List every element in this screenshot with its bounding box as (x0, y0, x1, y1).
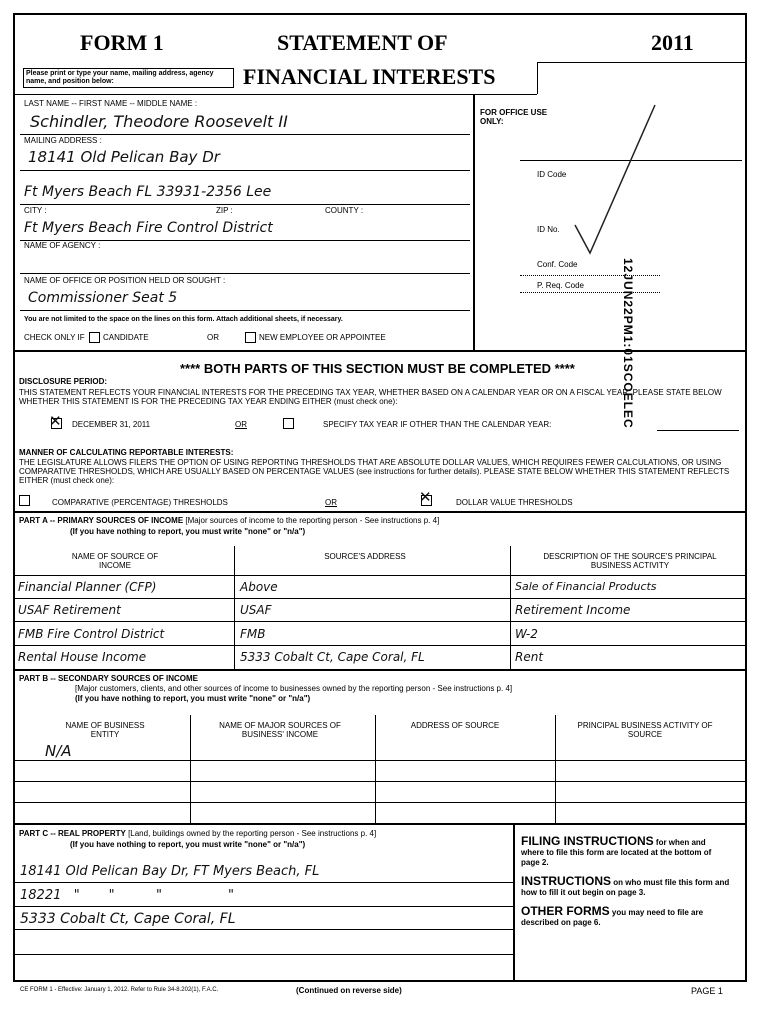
filing-block-3 (521, 906, 731, 928)
rule (13, 598, 747, 599)
part-c-row: 18141 Old Pelican Bay Dr, FT Myers Beach, FL (20, 864, 320, 879)
office-value: Commissioner Seat 5 (28, 290, 178, 306)
filing-h2: INSTRUCTIONS (521, 874, 611, 888)
part-a-row-desc: W-2 (515, 627, 538, 641)
part-a-row-address: USAF (240, 603, 272, 617)
rule (513, 823, 515, 982)
rule (20, 134, 470, 135)
received-stamp: 12JUN22PM1:01SCOELEC (621, 258, 635, 429)
part-c-title: PART C -- REAL PROPERTY (19, 829, 126, 838)
dec31-label: DECEMBER 31, 2011 (72, 420, 151, 429)
disclosure-title: DISCLOSURE PERIOD: (19, 377, 108, 386)
rule (20, 170, 470, 171)
rule (13, 575, 747, 576)
part-a-col3: DESCRIPTION OF THE SOURCE'S PRINCIPAL BUSINESS ACTIVITY (543, 552, 717, 570)
part-a-subtitle: [Major sources of income to the reporting person - See instructions p. 4] (185, 516, 440, 525)
part-b-col3: ADDRESS OF SOURCE (410, 721, 500, 730)
part-a-header (19, 516, 439, 525)
rule (13, 929, 513, 930)
rule (473, 94, 475, 350)
form-year: 2011 (651, 30, 694, 55)
comparative-checkbox[interactable] (19, 495, 30, 506)
rule (13, 802, 747, 803)
rule (20, 204, 470, 205)
footer-center: (Continued on reverse side) (296, 986, 402, 995)
rule (555, 715, 556, 823)
name-value: Schindler, Theodore Roosevelt II (30, 112, 288, 131)
new-employee-label: NEW EMPLOYEE OR APPOINTEE (259, 333, 386, 342)
rule (13, 882, 513, 883)
rule (13, 669, 747, 671)
agency-label: NAME OF AGENCY : (24, 241, 101, 250)
dollar-mark-icon: ✕ (419, 488, 432, 506)
part-c-nothing-note: (If you have nothing to report, you must write "none" or "n/a") (70, 840, 306, 849)
rule (13, 645, 747, 646)
candidate-label: CANDIDATE (103, 333, 149, 342)
id-code-label: ID Code (537, 170, 567, 179)
part-b-col2: NAME OF MAJOR SOURCES OF BUSINESS' INCOME (219, 721, 341, 739)
part-a-row-desc: Sale of Financial Products (515, 580, 657, 593)
address-line1: 18141 Old Pelican Bay Dr (28, 148, 220, 166)
id-no-label: ID No. (537, 225, 560, 234)
part-a-row-address: 5333 Cobalt Ct, Cape Coral, FL (240, 650, 425, 664)
p-req-code-label: P. Req. Code (537, 281, 584, 290)
filing-h1: FILING INSTRUCTIONS (521, 834, 654, 848)
rule (537, 62, 538, 94)
or-label: OR (207, 333, 219, 342)
filing-block-1 (521, 836, 731, 868)
city-label: CITY : (24, 206, 47, 215)
rule (13, 94, 537, 95)
county-label: COUNTY : (325, 206, 364, 215)
filing-t1: for when and where to file this form are located at the bottom of page 2. (521, 838, 712, 867)
part-a-row-address: Above (240, 580, 278, 594)
not-limited-note: You are not limited to the space on the lines on this form. Attach additional sheets, if necessary. (24, 316, 343, 323)
title-line2: FINANCIAL INTERESTS (243, 64, 496, 89)
part-a-col1: NAME OF SOURCE OF INCOME (71, 552, 159, 570)
candidate-checkbox[interactable] (89, 332, 100, 343)
rule (13, 954, 513, 955)
rule (657, 430, 739, 431)
specify-checkbox[interactable] (283, 418, 294, 429)
rule (510, 546, 511, 669)
manner-or: OR (325, 498, 337, 507)
part-a-col2: SOURCE'S ADDRESS (324, 552, 406, 561)
footer-right: PAGE 1 (691, 986, 723, 996)
rule (13, 906, 513, 907)
new-employee-checkbox[interactable] (245, 332, 256, 343)
specify-label: SPECIFY TAX YEAR IF OTHER THAN THE CALENDAR YEAR: (323, 420, 552, 429)
title-line1: STATEMENT OF (277, 30, 448, 55)
agency-value: Ft Myers Beach Fire Control District (24, 220, 273, 236)
rule (13, 511, 747, 513)
rule (234, 546, 235, 669)
print-instruction: Please print or type your name, mailing address, agency name, and position below: (23, 68, 234, 88)
rule (375, 715, 376, 823)
filing-h3: OTHER FORMS (521, 904, 610, 918)
rule (20, 273, 470, 274)
rule (13, 760, 747, 761)
rule (537, 62, 747, 63)
dec31-or: OR (235, 420, 247, 429)
rule (13, 621, 747, 622)
rule (13, 781, 747, 782)
part-b-col4: PRINCIPAL BUSINESS ACTIVITY OF SOURCE (577, 721, 713, 739)
disclosure-text: THIS STATEMENT REFLECTS YOUR FINANCIAL INTERESTS FOR THE PRECEDING TAX YEAR, WHETHER BASED ON A CALENDAR YEAR OR ON A FISCAL YEAR. PLEASE STATE BELOW WHETHER THIS STATEMENT IS FOR THE PRECEDING TAX YEAR ENDING EITHER (must check one): (19, 388, 722, 406)
rule (520, 275, 660, 276)
filing-t2: on who must file this form and how to fill it out begin on page 3. (521, 878, 730, 897)
part-a-row-name: Rental House Income (18, 650, 147, 664)
dollar-label: DOLLAR VALUE THRESHOLDS (456, 498, 573, 507)
part-b-col1: NAME OF BUSINESS ENTITY (65, 721, 145, 739)
part-a-row-name: USAF Retirement (18, 603, 121, 617)
part-a-row-address: FMB (240, 627, 266, 641)
part-b-title: PART B -- SECONDARY SOURCES OF INCOME (19, 674, 198, 683)
part-a-row-desc: Rent (515, 650, 544, 664)
zip-label: ZIP : (216, 206, 233, 215)
rule (20, 310, 470, 311)
part-a-row-name: Financial Planner (CFP) (18, 580, 157, 594)
manner-text: THE LEGISLATURE ALLOWS FILERS THE OPTION OF USING REPORTING THRESHOLDS THAT ARE ABSOLUTE DOLLAR VALUES, WHICH REQUIRES FEWER CALCULATIONS, OR USING COMPARATIVE THRESHOLDS, WHICH ARE USUALLY BASED ON PERCENTAGE VALUES (see instructions for further details). PLEASE STATE BELOW WHETHER THIS STATEMENT REFLECTS EITHER (must check one): (19, 458, 730, 485)
part-a-row-name: FMB Fire Control District (18, 627, 165, 641)
rule (13, 350, 747, 352)
part-a-title: PART A -- PRIMARY SOURCES OF INCOME (19, 516, 184, 525)
part-c-header (19, 829, 376, 838)
mailing-label: MAILING ADDRESS : (24, 136, 102, 145)
part-c-row: 5333 Cobalt Ct, Cape Coral, FL (20, 911, 236, 927)
part-b-nothing-note: (If you have nothing to report, you must write "none" or "n/a") (75, 694, 311, 703)
office-use-title: FOR OFFICE USE ONLY: (480, 108, 548, 126)
part-c-subtitle: [Land, buildings owned by the reporting person - See instructions p. 4] (128, 829, 377, 838)
filing-instructions (521, 836, 731, 928)
part-b-value: N/A (45, 742, 72, 760)
name-label: LAST NAME -- FIRST NAME -- MIDDLE NAME : (24, 99, 198, 108)
address-line2: Ft Myers Beach FL 33931-2356 Lee (24, 184, 272, 200)
form-label: FORM 1 (80, 30, 164, 55)
check-only-if: CHECK ONLY IF (24, 333, 85, 342)
filing-t3: you may need to file are described on page 6. (521, 908, 704, 927)
rule (13, 823, 747, 825)
rule (520, 292, 660, 293)
conf-code-label: Conf. Code (537, 260, 578, 269)
part-a-row-desc: Retirement Income (515, 603, 631, 617)
part-c-row: 18221 " " " " (20, 888, 235, 903)
both-parts-banner: **** BOTH PARTS OF THIS SECTION MUST BE COMPLETED **** (180, 361, 575, 376)
comparative-label: COMPARATIVE (PERCENTAGE) THRESHOLDS (52, 498, 228, 507)
part-a-nothing-note: (If you have nothing to report, you must write "none" or "n/a") (70, 527, 306, 536)
office-label: NAME OF OFFICE OR POSITION HELD OR SOUGHT : (24, 276, 226, 285)
checkmark-icon (555, 95, 665, 265)
rule (190, 715, 191, 823)
manner-title: MANNER OF CALCULATING REPORTABLE INTERESTS: (19, 448, 234, 457)
filing-block-2 (521, 876, 731, 898)
dec31-mark-icon: ✕ (49, 412, 62, 430)
part-b-subtitle: [Major customers, clients, and other sources of income to businesses owned by the reporting person - See instructions p. 4] (75, 684, 513, 693)
footer-left: CE FORM 1 - Effective: January 1, 2012. Refer to Rule 34-8.202(1), F.A.C. (20, 987, 219, 993)
